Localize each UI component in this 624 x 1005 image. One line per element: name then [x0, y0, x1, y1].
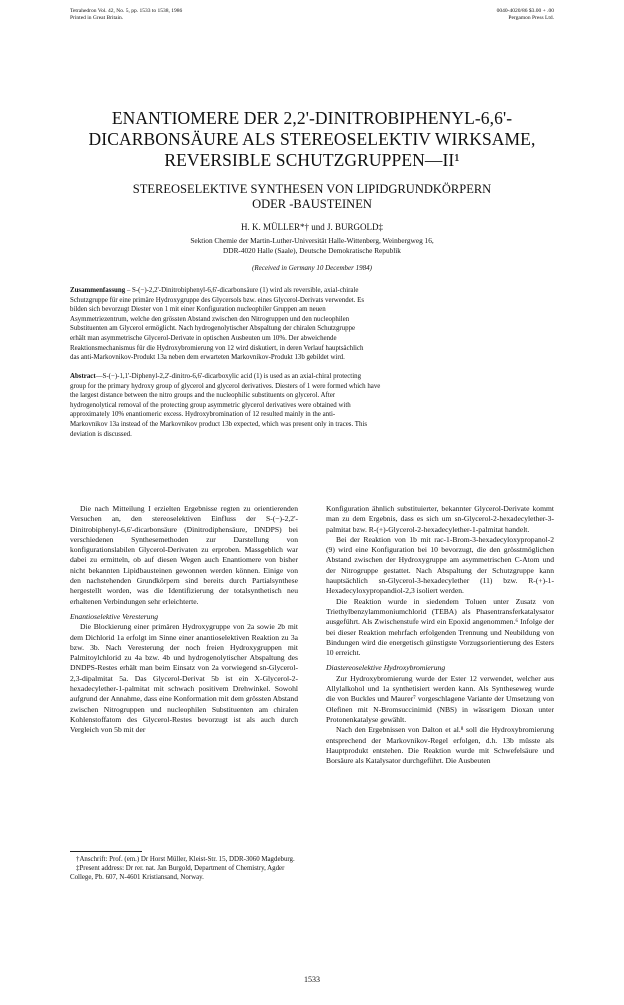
body-paragraph: Bei der Reaktion von 1b mit rac-1-Brom-3-hexadecyloxypropanol-2 (9) wird eine Konfiguration bei 10 bevorzugt, die den grösstmöglichen Abstand zwischen der Hydroxygruppe am asymmetrischen C-Atom und der Nitrogruppe gestattet. Nach Abspaltung der Schutzgruppe kann hauptsächlich sn-Glycerol-3-hexadecylether (11) bzw. R-(+)-1-Hexadecyloxypropandiol-2,3 isoliert werden. — [326, 534, 554, 596]
abstract-block — [70, 372, 554, 439]
zusammenfassung-block — [70, 286, 554, 363]
footnote-2: ‡Present address: Dr rer. nat. Jan Burgold, Department of Chemistry, Agder College, Pb. 607, N-4601 Kristiansand, Norway. — [70, 865, 285, 882]
title-line-2: DICARBONSÄURE ALS STEREOSELEKTIV WIRKSAME, — [88, 129, 536, 149]
publisher-code — [497, 8, 554, 22]
right-column — [326, 504, 554, 766]
abstract-line: group for the primary hydroxy group of glycerol and glycerol derivatives. Diesters of 1 were formed which have — [70, 382, 381, 390]
zusammenfassung-label: Zusammenfassung — [70, 287, 126, 294]
paper-subtitle — [60, 182, 564, 212]
subtitle-line-1: STEREOSELEKTIVE SYNTHESEN VON LIPIDGRUNDKÖRPERN — [132, 182, 492, 196]
zusammenfassung-line: Substituenten am Glycerol ermöglicht. Nach hydrogenolytischer Abspaltung der chiralen Schutzgruppe — [70, 325, 356, 333]
zusammenfassung-line: Reaktionsmechanismus für die Hydroxybromierung von 12 wird diskutiert, in deren Verlauf hauptsächlich — [70, 344, 364, 352]
affiliation-line-2: DDR-4020 Halle (Saale), Deutsche Demokratische Republik — [223, 246, 401, 255]
code-line-1: 0040-4020/86 $3.00 + .00 — [496, 8, 554, 14]
journal-line-1: Tetrahedron Vol. 42, No. 5, pp. 1533 to 1538, 1986 — [70, 8, 183, 14]
zusammenfassung-line: das anti-Markovnikov-Produkt 13a neben dem erwarteten Markovnikov-Produkt 13b gebildet wird. — [70, 354, 345, 362]
code-line-2: Pergamon Press Ltd. — [508, 15, 554, 21]
footnote-1: †Anschrift: Prof. (em.) Dr Horst Müller, Kleist-Str. 15, DDR-3060 Magdeburg. — [76, 856, 295, 863]
page-number: 1533 — [304, 975, 320, 984]
footnote-rule — [70, 851, 142, 852]
affiliation-line-1: Sektion Chemie der Martin-Luther-Universität Halle-Wittenberg, Weinbergweg 16, — [190, 236, 434, 245]
body-paragraph: Zur Hydroxybromierung wurde der Ester 12 verwendet, welcher aus Allylalkohol und 1a synthetisiert werden kann. Als Syntheseweg wurde die von Buckles und Maurer⁷ vorgeschlagene Variante der Umsetzung von Olefinen mit N-Bromsuccinimid (NBS) in wässrigem Dioxan unter Protonenkatalyse gewählt. — [326, 673, 554, 724]
abstract-label: Abstract — [70, 373, 96, 380]
section-heading: Diastereoselektive Hydroxybromierung — [326, 663, 446, 673]
title-line-1: ENANTIOMERE DER 2,2'-DINITROBIPHENYL-6,6'- — [111, 108, 513, 128]
body-paragraph: Konfiguration ähnlich substituierter, bekannter Glycerol-Derivate kommt man zu dem Ergebnis, dass es sich um sn-Glycerol-2-hexadecylether-3-palmitat bzw. R-(+)-Glycerol-2-hexadecylether-1-palmitat handelt. — [326, 504, 554, 534]
zusammenfassung-line: Schutzgruppe für eine primäre Hydroxygruppe des Glycersols bzw. eines Glycerol-Derivats verwendet. Es — [70, 296, 365, 304]
abstract-line: hydrogenolytical removal of the protecting group asymmetric glycerol derivatives were obtained with — [70, 401, 351, 409]
zusammenfassung-line: bilden sich bevorzugt Diester von 1 mit einer Konfiguration nucleophiler Gruppen am neuen — [70, 306, 326, 314]
body-paragraph: Die nach Mitteilung I erzielten Ergebnisse regten zu orientierenden Versuchen an, den stereoselektiven Einfluss der S-(−)-2,2'-Dinitrobiphenyl-6,6'-dicarbonsäure (Dinitrodiphensäure, DNDPS) bei verschiedenen Synthesemethoden zur Darstellung von konfigurationslabilen Glycerol-Derivaten zu erproben. Massgeblich war dabei zu ermitteln, ob auf diesen Wegen auch Enantiomere von bisher nicht bekannten Lipidbausteinen gewonnen werden können. Einige von den nachstehenden Grundkörpern sind bereits durch Partialsynthese hergestellt worden, was die Identifizierung der totalsynthetisch neu erhaltenen Verbindungen sehr erleichterte. — [70, 504, 298, 606]
section-heading: Enantioselektive Veresterung — [70, 611, 159, 621]
subtitle-line-2: ODER -BAUSTEINEN — [252, 197, 372, 211]
abstract-line: deviation is discussed. — [70, 430, 132, 438]
footnotes — [70, 855, 298, 883]
affiliation — [60, 236, 564, 256]
zusammenfassung-line: Asymmetriezentrum, welche den grössten Abstand zwischen den Nitrogruppen und den nucleophilen — [70, 315, 350, 323]
abstract-line: approximately 10% enantiomeric excess. Hydroxybromination of 12 resulted mainly in the anti- — [70, 411, 336, 419]
journal-citation — [70, 8, 182, 22]
zusammenfassung-line: erhält man asymmetrische Glycerol-Derivate in optischen Ausbeuten um 10%. Der abweichende — [70, 334, 337, 342]
left-column — [70, 504, 298, 736]
body-paragraph: Die Reaktion wurde in siedendem Toluen unter Zusatz von Triethylbenzylammoniumchlorid (TEBA) als Phasentransferkatalysator ausgeführt. Als Zwischenstufe wird ein Epoxid angenommen.⁶ Infolge der bei dieser Reaktion mehrfach erfolgenden Trennung und Neubildung von Bindungen wird die energetisch günstigste Vorzugsorientierung des Esters 10 erreicht. — [326, 596, 554, 658]
title-line-3: REVERSIBLE SCHUTZGRUPPEN—II¹ — [164, 150, 460, 170]
zusammenfassung-line: – S-(−)-2,2'-Dinitrobiphenyl-6,6'-dicarbonsäure (1) wird als reversible, axial-chirale — [125, 287, 359, 294]
abstract-line: the largest distance between the nitro groups and the nucleophilic substituents on glycerol. After — [70, 392, 336, 400]
journal-line-2: Printed in Great Britain. — [70, 15, 124, 21]
body-paragraph: Die Blockierung einer primären Hydroxygruppe von 2a sowie 2b mit dem Dichlorid 1a erfolgt im Sinne einer anantioselektiven Reaktion zu 3a bzw. 3b. Nach Veresterung der noch freien Hydroxygruppen mit Palmitoylchlorid zu 4a bzw. 4b und hydrogenolytischer Abspaltung des DNDPS-Restes erhält man beim Einsatz von 2a vorwiegend sn-Glycerol-2,3-dipalmitat 5a. Das Glycerol-Derivat 5b ist ein X-Glycerol-2-hexadecylether-1-palmitat mit schwach positivem Drehwinkel. Sowohl aufgrund der Annahme, dass eine Konformation mit dem grössten Abstand zwischen Nitrogruppen und nucleophilen Substituenten am chiralen Kohlenstoffatom des Glycerol-Restes bevorzugt ist als auch durch Vergleich von 5b mit der — [70, 622, 298, 735]
abstract-line: Markovnikov 13a instead of the Markovnikov product 13b expected, which was present only in traces. This — [70, 420, 368, 428]
author-list: H. K. MÜLLER*† und J. BURGOLD‡ — [240, 222, 383, 232]
abstract-line: —S-(−)-1,1'-Diphenyl-2,2'-dinitro-6,6'-dicarboxylic acid (1) is used as an axial-chiral protecting — [95, 373, 362, 380]
received-date: (Received in Germany 10 December 1984) — [252, 264, 372, 272]
body-paragraph: Nach den Ergebnissen von Dalton et al.⁸ soll die Hydroxybromierung entsprechend der Markovnikov-Regel erfolgen, d.h. 13b müsste als Hauptprodukt entstehen. Die Reaktion wurde mit Schwefelsäure und Borsäure als Katalysator durchgeführt. Die Ausbeuten — [326, 725, 554, 766]
paper-title — [60, 108, 564, 171]
